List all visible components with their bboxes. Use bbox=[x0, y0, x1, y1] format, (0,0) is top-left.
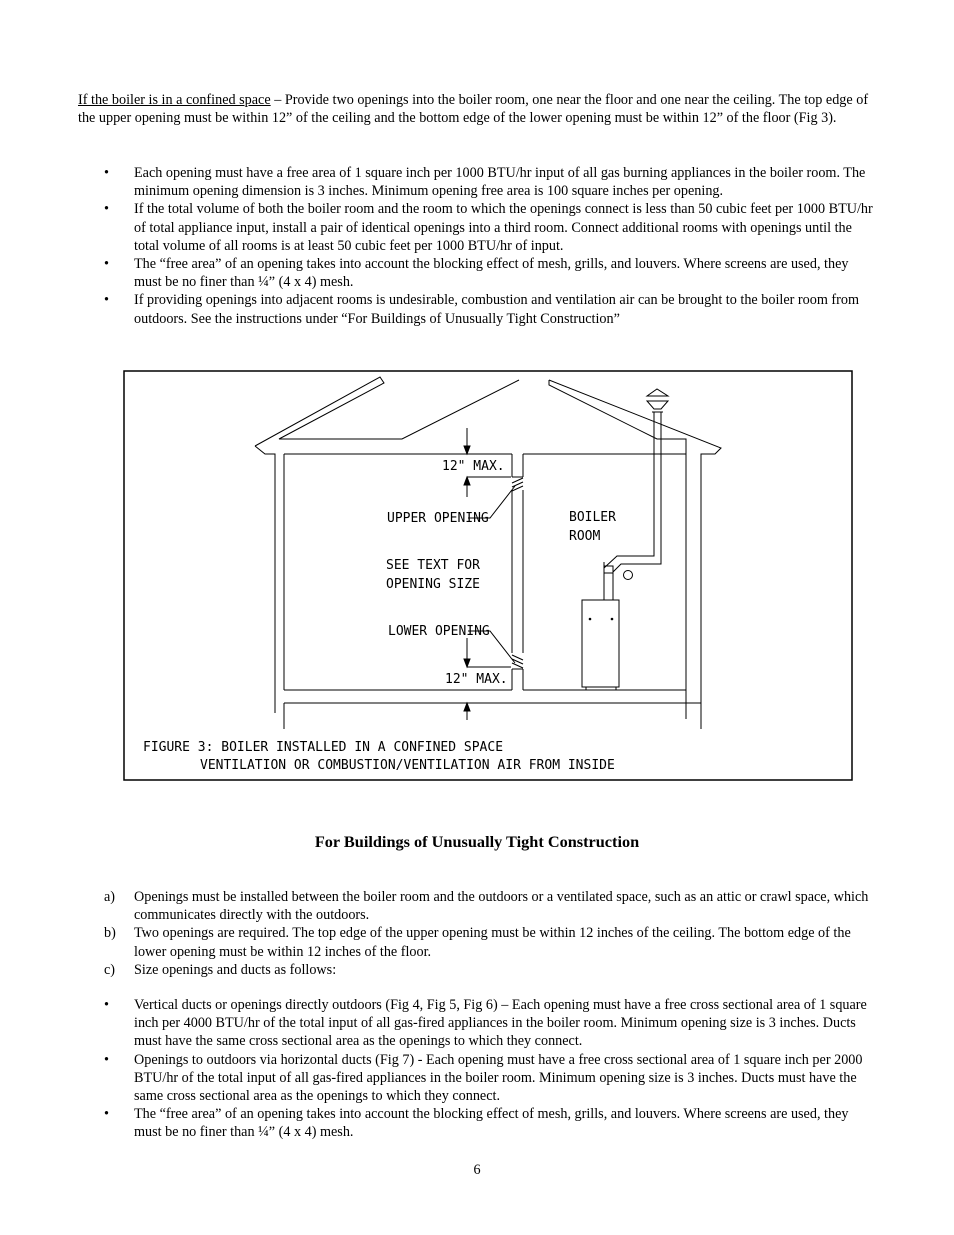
bullet-marker: • bbox=[104, 201, 109, 218]
list-item bbox=[104, 1051, 876, 1106]
label-boiler-room-line2: ROOM bbox=[569, 529, 601, 544]
bullet-text: The “free area” of an opening takes into account the blocking effect of mesh, grills, and louvers. Where screens are used, they must be no finer than ¼” (4 x 4) mesh. bbox=[134, 1106, 849, 1141]
list-text: Openings must be installed between the boiler room and the outdoors or a ventilated space, such as an attic or crawl space, which communicates directly with the outdoors. bbox=[134, 889, 869, 924]
label-see-text-line2: OPENING SIZE bbox=[386, 577, 480, 592]
figure-frame bbox=[124, 371, 852, 780]
opening-screens bbox=[512, 478, 523, 668]
duct-sizing-bullets bbox=[104, 996, 876, 1142]
list-marker: a) bbox=[104, 889, 116, 905]
figure-caption-line1: FIGURE 3: BOILER INSTALLED IN A CONFINED SPACE bbox=[143, 740, 504, 755]
list-item bbox=[104, 924, 876, 960]
list-item bbox=[104, 255, 876, 291]
list-marker: c) bbox=[104, 961, 116, 978]
bullet-marker: • bbox=[104, 1051, 109, 1068]
label-see-text-line1: SEE TEXT FOR bbox=[386, 558, 480, 573]
list-item bbox=[104, 996, 876, 1051]
label-upper-opening: UPPER OPENING bbox=[387, 511, 489, 526]
list-item bbox=[104, 1105, 876, 1141]
bullet-text: If providing openings into adjacent rooms is undesirable, combustion and ventilation air can be brought to the boiler room from outdoors. See the instructions under “For Buildings of Unusually Tight Construction” bbox=[134, 292, 859, 327]
label-top-max: 12" MAX. bbox=[442, 459, 505, 474]
list-item bbox=[104, 291, 876, 327]
bullet-marker: • bbox=[104, 165, 109, 181]
bullet-marker: • bbox=[104, 1106, 109, 1123]
tight-construction-lettered-list bbox=[104, 888, 876, 979]
list-item bbox=[104, 200, 876, 255]
bullet-text: Openings to outdoors via horizontal ducts (Fig 7) - Each opening must have a free cross sectional area of 1 square inch per 2000 BTU/hr of the total input of all gas-fired appliances in the boiler room. Minimum opening size is 3 inches. Ducts must have the same cross sectional area as the openings to which they connect. bbox=[134, 1051, 863, 1105]
list-text: Two openings are required. The top edge of the upper opening must be within 12 inches of the ceiling. The bottom edge of the lower opening must be within 12 inches of the floor. bbox=[134, 925, 851, 960]
list-item bbox=[104, 164, 876, 200]
bullet-text: Vertical ducts or openings directly outdoors (Fig 4, Fig 5, Fig 6) – Each opening must have a free cross sectional area of 1 square inch per 4000 BTU/hr of the total input of all gas-fired appliances in the boiler room. Minimum opening size is 3 inches. Ducts must have the same cross sectional area as the openings to which they connect. bbox=[134, 997, 867, 1050]
intro-body: – Provide two openings into the boiler room, one near the floor and one near the ceiling. The top edge of the upper opening must be within 12” of the ceiling and the bottom edge of the lower opening must be within 12” of the floor (Fig 3). bbox=[78, 92, 869, 127]
bullet-text: The “free area” of an opening takes into account the blocking effect of mesh, grills, and louvers. Where screens are used, they must be no finer than ¼” (4 x 4) mesh. bbox=[134, 256, 849, 291]
confined-space-bullets bbox=[104, 164, 876, 328]
section-heading: For Buildings of Unusually Tight Construction bbox=[314, 832, 640, 851]
list-marker: b) bbox=[104, 925, 116, 942]
bullet-marker: • bbox=[104, 256, 109, 273]
intro-underlined-lead: If the boiler is in a confined space bbox=[78, 92, 271, 108]
figure-3-diagram bbox=[123, 370, 854, 782]
label-lower-opening: LOWER OPENING bbox=[388, 624, 490, 639]
bullet-marker: • bbox=[104, 997, 109, 1013]
intro-paragraph bbox=[78, 91, 878, 127]
bullet-text: If the total volume of both the boiler room and the room to which the openings connect is less than 50 cubic feet per 1000 BTU/hr of total appliance input, install a pair of identical openings into a third room. Connect additional rooms with openings until the total volume of all rooms is at least 50 cubic feet per 1000 BTU/hr of input. bbox=[134, 201, 873, 254]
label-bottom-max: 12" MAX. bbox=[445, 672, 508, 687]
bullet-marker: • bbox=[104, 292, 109, 309]
page-number: 6 bbox=[473, 1162, 481, 1178]
label-boiler-room-line1: BOILER bbox=[569, 510, 616, 525]
figure-caption-line2: VENTILATION OR COMBUSTION/VENTILATION AIR FROM INSIDE bbox=[200, 758, 615, 773]
bullet-text: Each opening must have a free area of 1 square inch per 1000 BTU/hr input of all gas burning appliances in the boiler room. The minimum opening dimension is 3 inches. Minimum opening free area is 100 square inches per opening. bbox=[134, 165, 866, 200]
list-item bbox=[104, 961, 876, 979]
list-text: Size openings and ducts as follows: bbox=[134, 961, 337, 978]
list-item bbox=[104, 888, 876, 924]
